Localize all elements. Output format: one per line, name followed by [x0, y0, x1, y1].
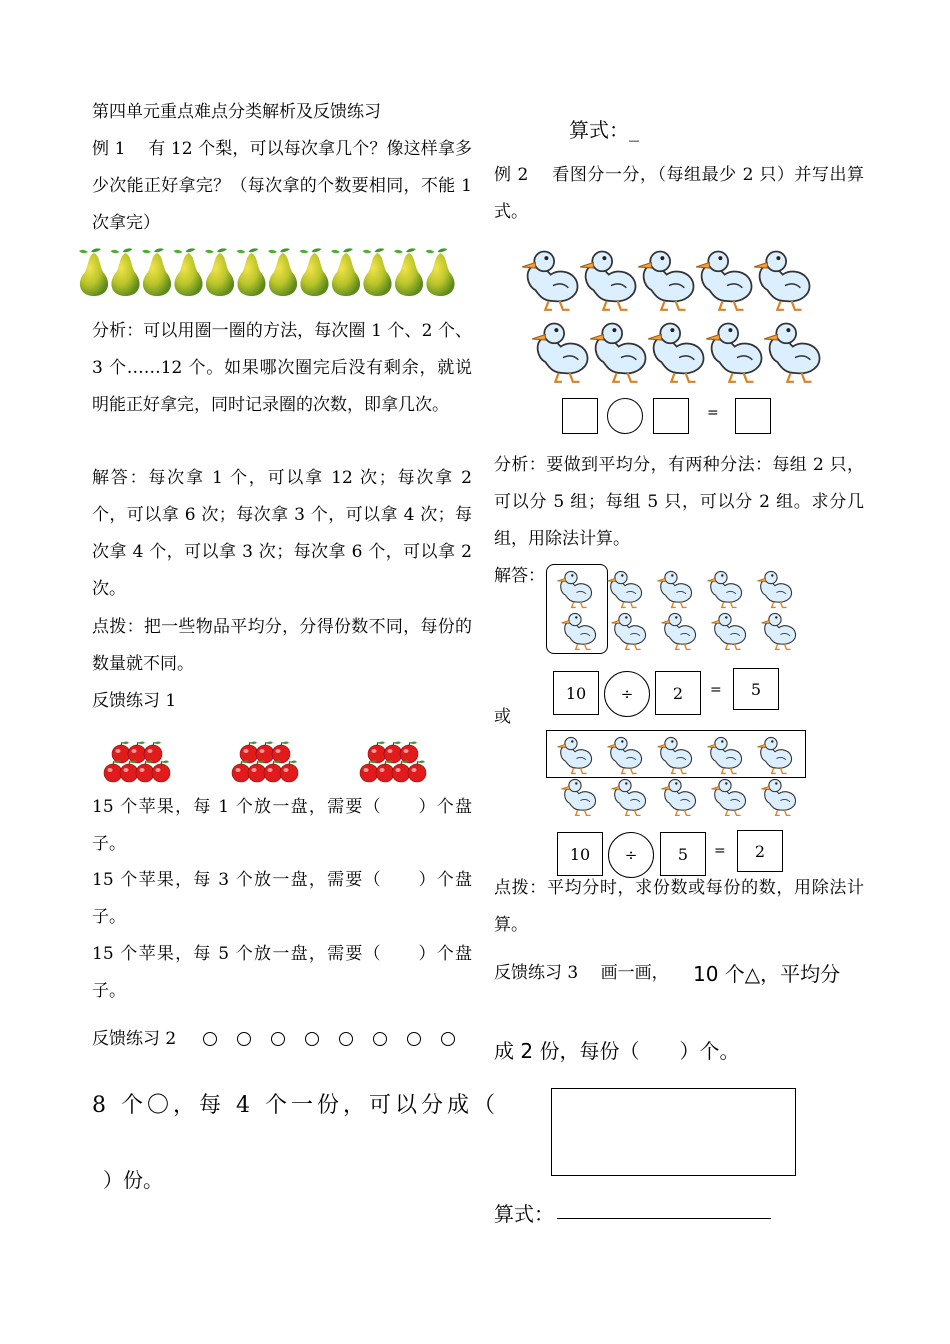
apple-icon	[400, 742, 418, 764]
apple-icon	[280, 761, 298, 783]
pear-icon	[426, 248, 455, 296]
duck-icon	[707, 571, 741, 607]
duck-icon	[638, 252, 693, 310]
apple-icon	[240, 742, 258, 764]
apple-icon	[264, 761, 282, 783]
duck-icon	[607, 737, 641, 773]
dividend-box: 10	[557, 832, 603, 876]
duck-icon	[532, 324, 587, 382]
feedback-2-question: 8 个〇，每 4 个一份，可以分成（	[92, 1093, 499, 1118]
feedback-3-question-cont: 成 2 份，每份（ ）个。	[494, 1039, 740, 1063]
division-circle: ÷	[604, 671, 650, 717]
apple-icon	[232, 761, 250, 783]
apple-icon	[272, 742, 290, 764]
duck-icon	[590, 324, 645, 382]
pear-icon	[331, 248, 360, 296]
example-1-analysis: 分析：可以用圈一圈的方法，每次圈 1 个、2 个、3 个……12 个。如果哪次圈完后没有剩余，就说明能正好拿完，同时记录圈的次数，即拿几次。	[92, 321, 472, 415]
feedback-2-question-end: ）份。	[103, 1168, 163, 1192]
feedback-3-heading: 反馈练习 3 画一画，	[494, 963, 669, 983]
blank-box	[735, 398, 771, 434]
drawing-box[interactable]	[551, 1088, 796, 1176]
duck-icon	[661, 779, 695, 815]
ducks-image	[515, 242, 825, 392]
circle-icon	[305, 1032, 319, 1046]
equals-sign: =	[707, 405, 719, 421]
duck-icon	[648, 324, 703, 382]
apple-icon	[376, 761, 394, 783]
apple-icon	[112, 742, 130, 764]
apple-icon	[136, 761, 154, 783]
example-2-answer-label: 解答：	[494, 566, 545, 586]
division-circle: ÷	[608, 832, 654, 878]
duck-icon	[607, 571, 641, 607]
duck-icon	[764, 324, 819, 382]
duck-icon	[761, 779, 795, 815]
duck-icon	[661, 613, 695, 649]
feedback-1-question-3: 15 个苹果，每 5 个放一盘，需要（ ）个盘子。	[92, 944, 472, 1001]
duck-icon	[711, 779, 745, 815]
apple-icon	[144, 742, 162, 764]
apple-icon	[248, 761, 266, 783]
pear-icon	[268, 248, 297, 296]
divisor-box: 5	[660, 832, 706, 876]
dividend-box: 10	[553, 671, 599, 715]
duck-icon	[557, 737, 591, 773]
feedback-3-question: 10 个△，平均分	[693, 962, 841, 986]
pear-icon	[300, 248, 329, 296]
duck-icon	[757, 737, 791, 773]
duck-icon	[711, 613, 745, 649]
example-1: 例 1 有 12 个梨，可以每次拿几个？像这样拿多少次能正好拿完？（每次拿的个数要相同，不能 1 次拿完）	[92, 139, 472, 233]
pear-icon	[111, 248, 140, 296]
or-label: 或	[494, 707, 511, 727]
pear-icon	[237, 248, 266, 296]
ducks-image	[552, 732, 812, 816]
pears-image	[78, 246, 458, 302]
duck-icon	[657, 571, 691, 607]
circle-icon	[339, 1032, 353, 1046]
result-box: 2	[737, 830, 783, 872]
example-2-tip: 点拨：平均分时，求份数或每份的数，用除法计算。	[494, 878, 864, 935]
duck-icon	[561, 779, 595, 815]
duck-icon	[557, 571, 591, 607]
equals-sign: =	[714, 843, 726, 859]
example-1-tip: 点拨：把一些物品平均分，分得份数不同，每份的数量就不同。	[92, 617, 472, 674]
duck-icon	[757, 571, 791, 607]
apple-icon	[384, 742, 402, 764]
pear-icon	[363, 248, 392, 296]
duck-icon	[706, 324, 761, 382]
apple-icon	[360, 761, 378, 783]
duck-icon	[522, 252, 577, 310]
equals-sign: =	[710, 682, 722, 698]
ducks-image	[552, 566, 812, 650]
duck-icon	[707, 737, 741, 773]
formula-answer-line[interactable]	[557, 1218, 771, 1219]
circle-icon	[203, 1032, 217, 1046]
pear-icon	[79, 248, 108, 296]
circle-icon	[237, 1032, 251, 1046]
pear-icon	[394, 248, 423, 296]
example-2: 例 2 看图分一分，（每组最少 2 只）并写出算式。	[494, 165, 864, 222]
pear-icon	[142, 248, 171, 296]
apples-image	[100, 732, 460, 792]
circle-icon	[407, 1032, 421, 1046]
duck-icon	[657, 737, 691, 773]
feedback-1-question-2: 15 个苹果，每 3 个放一盘，需要（ ）个盘子。	[92, 870, 472, 927]
apple-icon	[128, 742, 146, 764]
pear-icon	[174, 248, 203, 296]
circle-icon	[373, 1032, 387, 1046]
duck-icon	[754, 252, 809, 310]
feedback-1-question-1: 15 个苹果，每 1 个放一盘，需要（ ）个盘子。	[92, 797, 472, 854]
duck-icon	[696, 252, 751, 310]
pear-icon	[205, 248, 234, 296]
duck-icon	[611, 613, 645, 649]
duck-icon	[761, 613, 795, 649]
blank-box	[653, 398, 689, 434]
divisor-box: 2	[655, 671, 701, 715]
circle-icon	[271, 1032, 285, 1046]
apple-icon	[152, 761, 170, 783]
duck-icon	[580, 252, 635, 310]
result-box: 5	[733, 668, 779, 710]
apple-icon	[408, 761, 426, 783]
feedback-1-heading: 反馈练习 1	[92, 691, 177, 711]
blank-box	[562, 398, 598, 434]
apple-icon	[104, 761, 122, 783]
page-title: 第四单元重点难点分类解析及反馈练习	[92, 102, 381, 122]
blank-circle	[607, 398, 643, 434]
circles-row	[203, 1032, 463, 1050]
apple-icon	[120, 761, 138, 783]
apple-icon	[368, 742, 386, 764]
formula-bottom: 算式：	[494, 1202, 554, 1226]
circle-icon	[441, 1032, 455, 1046]
duck-icon	[561, 613, 595, 649]
example-1-answer: 解答：每次拿 1 个，可以拿 12 次；每次拿 2 个，可以拿 6 次；每次拿 3 个，可以拿 4 次；每次拿 4 个，可以拿 3 次；每次拿 6 个，可以拿 2 次。	[92, 468, 472, 599]
example-2-analysis: 分析：要做到平均分，有两种分法：每组 2 只，可以分 5 组；每组 5 只，可以分 2 组。求分几组，用除法计算。	[494, 455, 864, 549]
feedback-2-heading: 反馈练习 2	[92, 1029, 177, 1049]
formula-top: 算式：_	[569, 118, 639, 142]
apple-icon	[256, 742, 274, 764]
duck-icon	[611, 779, 645, 815]
apple-icon	[392, 761, 410, 783]
